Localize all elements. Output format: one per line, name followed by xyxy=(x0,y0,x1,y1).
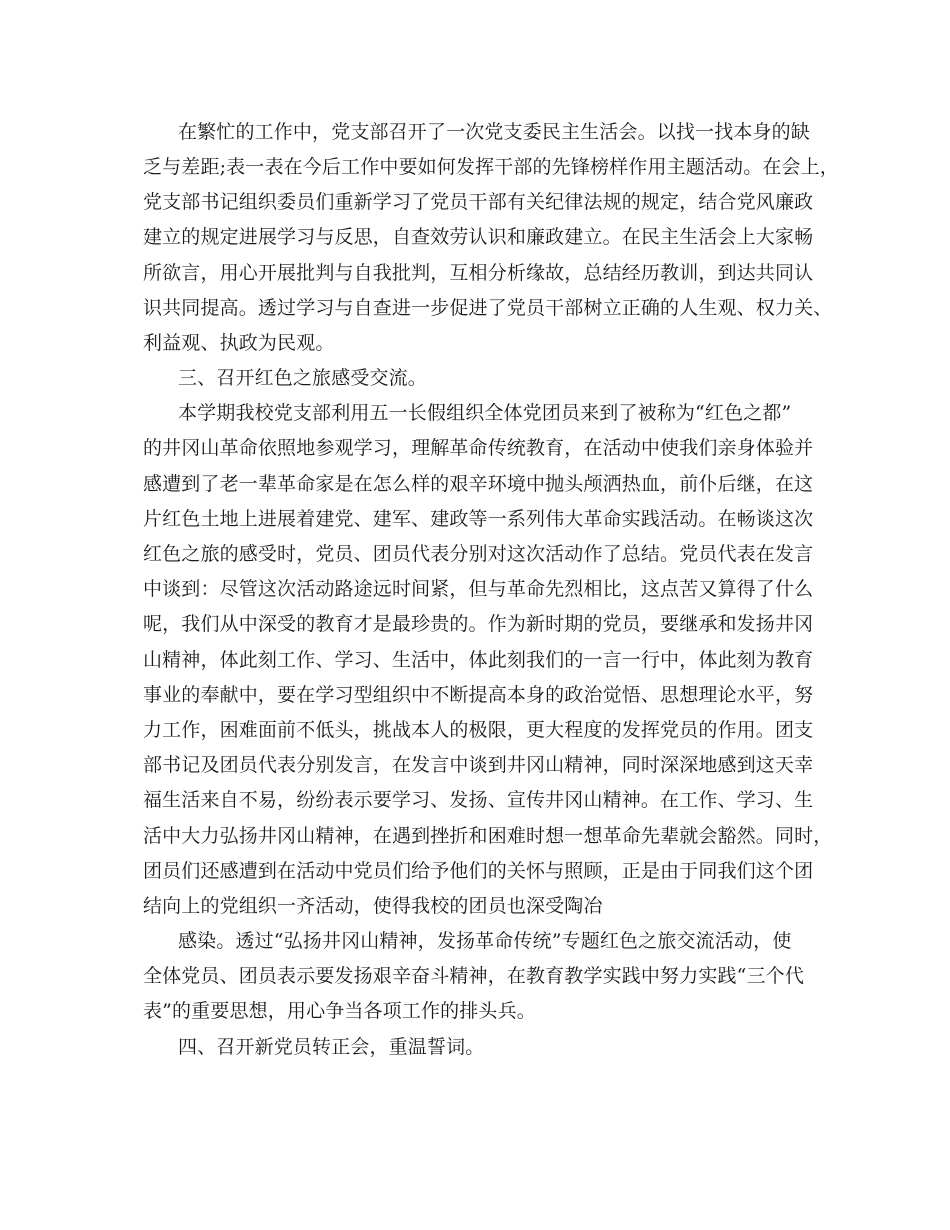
text-line: 识共同提高。透过学习与自查进一步促进了党员干部树立正确的人生观、权力关、 xyxy=(143,297,833,319)
text-line: 事业的奉献中，要在学习型组织中不断提高本身的政治觉悟、思想理论水平，努 xyxy=(143,684,814,706)
text-line: 红色之旅的感受时，党员、团员代表分别对这次活动作了总结。党员代表在发言 xyxy=(143,543,814,565)
text-line: 的井冈山革命依照地参观学习，理解革命传统教育，在活动中使我们亲身体验并 xyxy=(143,437,814,459)
text-line: 团员们还感遭到在活动中党员们给予他们的关怀与照顾，正是由于同我们这个团 xyxy=(143,860,814,882)
text-line: 感染。透过“弘扬井冈山精神，发扬革命传统”专题红色之旅交流活动，使 xyxy=(178,930,792,952)
text-line: 福生活来自不易，纷纷表示要学习、发扬、宣传井冈山精神。在工作、学习、生 xyxy=(143,789,814,811)
text-line: 活中大力弘扬井冈山精神，在遇到挫折和困难时想一想革命先辈就会豁然。同时， xyxy=(143,825,833,847)
text-line: 建立的规定进展学习与反思，自查效劳认识和廉政建立。在民主生活会上大家畅 xyxy=(143,226,814,248)
section-heading: 三、召开红色之旅感受交流。 xyxy=(178,367,427,389)
text-line: 山精神，体此刻工作、学习、生活中，体此刻我们的一言一行中，体此刻为教育 xyxy=(143,649,814,671)
text-line: 结向上的党组织一齐活动，使得我校的团员也深受陶冶 xyxy=(143,895,603,917)
text-line: 感遭到了老一辈革命家是在怎么样的艰辛环境中抛头颅洒热血，前仆后继，在这 xyxy=(143,473,814,495)
text-line: 乏与差距;表一表在今后工作中要如何发挥干部的先锋榜样作用主题活动。在会上， xyxy=(143,156,839,178)
text-line: 党支部书记组织委员们重新学习了党员干部有关纪律法规的规定，结合党风廉政 xyxy=(143,191,814,213)
text-line: 呢，我们从中深受的教育才是最珍贵的。作为新时期的党员，要继承和发扬井冈 xyxy=(143,613,814,635)
text-line: 部书记及团员代表分别发言，在发言中谈到井冈山精神，同时深深地感到这天幸 xyxy=(143,754,814,776)
text-line: 片红色土地上进展着建党、建军、建政等一系列伟大革命实践活动。在畅谈这次 xyxy=(143,508,814,530)
text-line: 本学期我校党支部利用五一长假组织全体党团员来到了被称为“红色之都” xyxy=(178,402,792,424)
text-line: 力工作，困难面前不低头，挑战本人的极限，更大程度的发挥党员的作用。团支 xyxy=(143,719,814,741)
text-line: 在繁忙的工作中，党支部召开了一次党支委民主生活会。以找一找本身的缺 xyxy=(178,121,810,143)
text-line: 中谈到：尽管这次活动路途远时间紧，但与革命先烈相比，这点苦又算得了什么 xyxy=(143,578,814,600)
text-line: 表”的重要思想，用心争当各项工作的排头兵。 xyxy=(143,1000,536,1022)
text-line: 全体党员、团员表示要发扬艰辛奋斗精神，在教育教学实践中努力实践“三个代 xyxy=(143,965,804,987)
text-line: 所欲言，用心开展批判与自我批判，互相分析缘故，总结经历教训，到达共同认 xyxy=(143,262,814,284)
section-heading: 四、召开新党员转正会，重温誓词。 xyxy=(178,1036,485,1058)
text-line: 利益观、执政为民观。 xyxy=(143,332,335,354)
